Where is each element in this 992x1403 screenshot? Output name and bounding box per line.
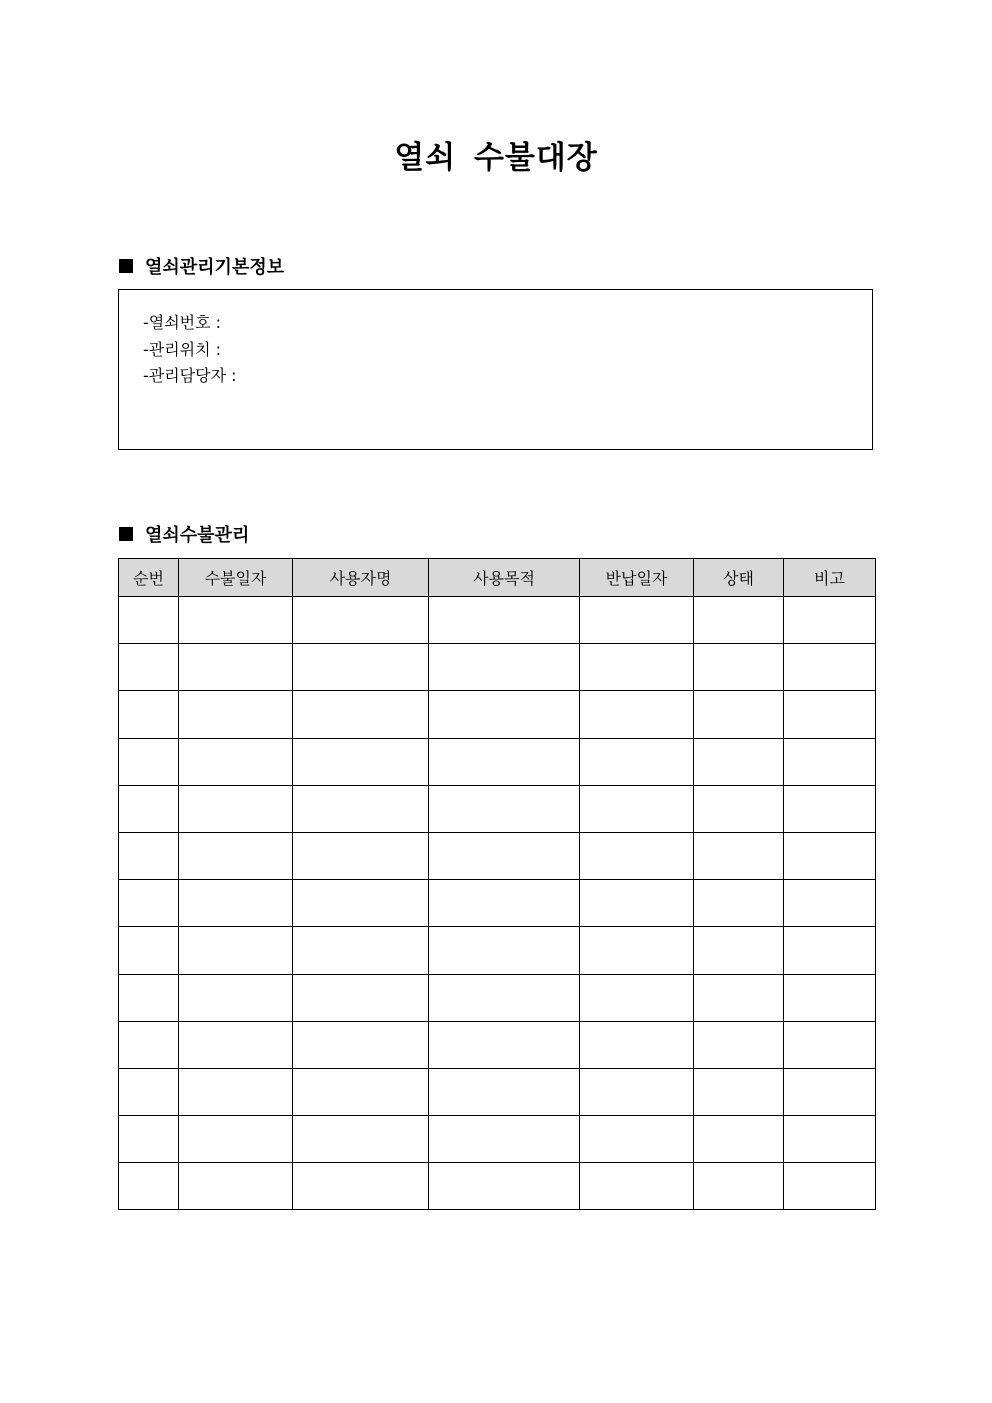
return-date-cell[interactable] [580,832,694,879]
seq-cell[interactable] [119,1068,179,1115]
remarks-cell[interactable] [784,927,876,974]
table-row [119,597,876,644]
table-row [119,974,876,1021]
user-name-cell[interactable] [293,974,429,1021]
return-date-cell[interactable] [580,738,694,785]
table-body [119,597,876,1210]
purpose-cell[interactable] [429,785,580,832]
user-name-cell[interactable] [293,644,429,691]
remarks-cell[interactable] [784,1068,876,1115]
issue-date-cell[interactable] [179,1068,293,1115]
key-ledger-table [118,558,876,1210]
seq-cell[interactable] [119,880,179,927]
remarks-cell[interactable] [784,691,876,738]
user-name-cell[interactable] [293,927,429,974]
column-header-seq: 순번 [119,559,179,597]
issue-date-cell[interactable] [179,832,293,879]
document-title: 열쇠 수불대장 [394,140,598,176]
return-date-cell[interactable] [580,974,694,1021]
seq-cell[interactable] [119,785,179,832]
seq-cell[interactable] [119,691,179,738]
return-date-cell[interactable] [580,691,694,738]
issue-date-cell[interactable] [179,691,293,738]
issue-date-cell[interactable] [179,974,293,1021]
return-date-cell[interactable] [580,880,694,927]
user-name-cell[interactable] [293,691,429,738]
user-name-cell[interactable] [293,832,429,879]
purpose-cell[interactable] [429,927,580,974]
issue-date-cell[interactable] [179,785,293,832]
status-cell[interactable] [694,1163,784,1210]
column-header-issue-date: 수불일자 [179,559,293,597]
user-name-cell[interactable] [293,785,429,832]
ledger-heading-label: 열쇠수불관리 [145,525,250,546]
return-date-cell[interactable] [580,1021,694,1068]
purpose-cell[interactable] [429,1163,580,1210]
table-row [119,1163,876,1210]
table-header-row [119,559,876,597]
column-header-purpose: 사용목적 [429,559,580,597]
remarks-cell[interactable] [784,738,876,785]
purpose-cell[interactable] [429,880,580,927]
column-header-user-name: 사용자명 [293,559,429,597]
seq-cell[interactable] [119,597,179,644]
status-cell[interactable] [694,785,784,832]
issue-date-cell[interactable] [179,1163,293,1210]
issue-date-cell[interactable] [179,1116,293,1163]
seq-cell[interactable] [119,644,179,691]
status-cell[interactable] [694,927,784,974]
seq-cell[interactable] [119,1021,179,1068]
table-row [119,738,876,785]
remarks-cell[interactable] [784,832,876,879]
return-date-cell[interactable] [580,785,694,832]
status-cell[interactable] [694,880,784,927]
square-bullet-icon [119,527,133,541]
user-name-cell[interactable] [293,1068,429,1115]
return-date-cell[interactable] [580,1163,694,1210]
remarks-cell[interactable] [784,1021,876,1068]
status-cell[interactable] [694,1068,784,1115]
manager-field[interactable]: -관리담당자 : [143,366,237,385]
table-row [119,927,876,974]
remarks-cell[interactable] [784,880,876,927]
issue-date-cell[interactable] [179,880,293,927]
table-row [119,1068,876,1115]
status-cell[interactable] [694,644,784,691]
table-row [119,691,876,738]
seq-cell[interactable] [119,1116,179,1163]
ledger-heading [119,521,249,547]
issue-date-cell[interactable] [179,597,293,644]
remarks-cell[interactable] [784,785,876,832]
user-name-cell[interactable] [293,880,429,927]
user-name-cell[interactable] [293,1116,429,1163]
column-header-status: 상태 [694,559,784,597]
table-row [119,880,876,927]
seq-cell[interactable] [119,1163,179,1210]
purpose-cell[interactable] [429,691,580,738]
user-name-cell[interactable] [293,738,429,785]
purpose-cell[interactable] [429,1116,580,1163]
remarks-cell[interactable] [784,1116,876,1163]
return-date-cell[interactable] [580,1068,694,1115]
key-number-field[interactable]: -열쇠번호 : [143,313,222,332]
basic-info-heading-label: 열쇠관리기본정보 [145,257,285,278]
issue-date-cell[interactable] [179,927,293,974]
purpose-cell[interactable] [429,597,580,644]
column-header-return-date: 반납일자 [580,559,694,597]
table-row [119,644,876,691]
purpose-cell[interactable] [429,832,580,879]
purpose-cell[interactable] [429,738,580,785]
issue-date-cell[interactable] [179,644,293,691]
status-cell[interactable] [694,974,784,1021]
status-cell[interactable] [694,1021,784,1068]
basic-info-heading [119,253,284,279]
return-date-cell[interactable] [580,1116,694,1163]
status-cell[interactable] [694,1116,784,1163]
status-cell[interactable] [694,691,784,738]
management-location-field[interactable]: -관리위치 : [143,339,222,359]
purpose-cell[interactable] [429,644,580,691]
square-bullet-icon [119,259,133,273]
table-row [119,785,876,832]
table-row [119,1021,876,1068]
return-date-cell[interactable] [580,927,694,974]
return-date-cell[interactable] [580,644,694,691]
seq-cell[interactable] [119,832,179,879]
seq-cell[interactable] [119,738,179,785]
table-row [119,832,876,879]
status-cell[interactable] [694,597,784,644]
purpose-cell[interactable] [429,974,580,1021]
seq-cell[interactable] [119,974,179,1021]
issue-date-cell[interactable] [179,1021,293,1068]
user-name-cell[interactable] [293,597,429,644]
user-name-cell[interactable] [293,1163,429,1210]
remarks-cell[interactable] [784,1163,876,1210]
purpose-cell[interactable] [429,1021,580,1068]
column-header-remarks: 비고 [784,559,876,597]
status-cell[interactable] [694,832,784,879]
user-name-cell[interactable] [293,1021,429,1068]
return-date-cell[interactable] [580,597,694,644]
table-row [119,1116,876,1163]
issue-date-cell[interactable] [179,738,293,785]
remarks-cell[interactable] [784,597,876,644]
purpose-cell[interactable] [429,1068,580,1115]
remarks-cell[interactable] [784,644,876,691]
status-cell[interactable] [694,738,784,785]
basic-info-box [118,289,873,450]
seq-cell[interactable] [119,927,179,974]
remarks-cell[interactable] [784,974,876,1021]
